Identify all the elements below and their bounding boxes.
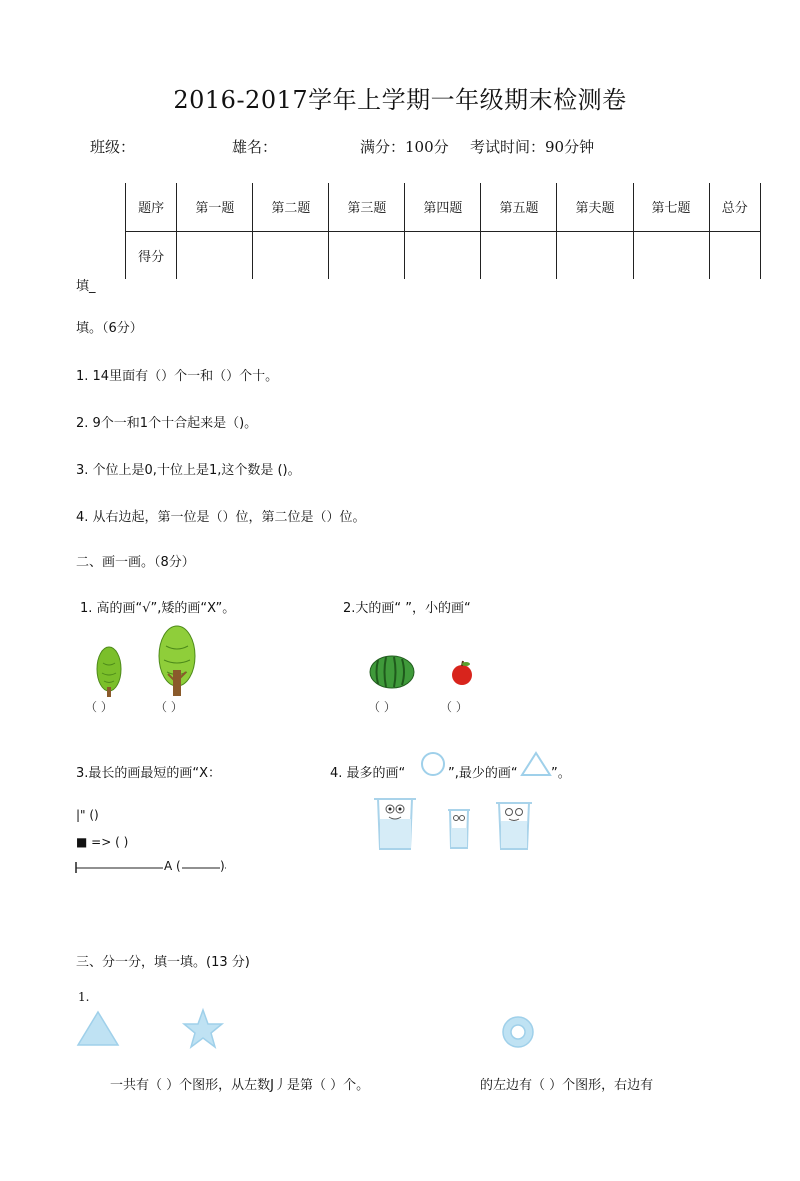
- score-cell[interactable]: [253, 231, 329, 279]
- section1-heading: 填。（6分）: [76, 321, 143, 336]
- tree-small-answer[interactable]: （ ）: [85, 700, 113, 714]
- header-cell: 第二题: [253, 183, 329, 231]
- question-1-3: 3. 个位上是0,十位上是1,这个数是 ()。: [76, 463, 301, 478]
- score-cell[interactable]: [405, 231, 481, 279]
- score-table-header-row: [126, 183, 761, 231]
- page-title: 2016-2017学年上学期一年级期末检测卷: [173, 86, 627, 114]
- question-1-2: 2. 9个一和1个十合起来是（)。: [76, 416, 258, 431]
- small-cup-icon: [447, 808, 471, 850]
- star-shape-icon: [182, 1008, 224, 1050]
- question-2-4-prefix: 4. 最多的画“: [330, 766, 406, 781]
- circle-icon: [418, 751, 448, 777]
- exam-time-label: 考试时间：90分钟: [470, 138, 595, 156]
- line-item-1: |" (): [76, 808, 99, 822]
- line-item-3-end: ): [220, 859, 225, 873]
- question-2-2: 2.大的画“ ”，小的画“: [343, 601, 471, 616]
- section3-sentence-2: 的左边有（ ）个图形，右边有: [480, 1078, 654, 1093]
- score-cell[interactable]: [481, 231, 557, 279]
- ring-shape-icon: [500, 1014, 536, 1050]
- line-item-3: A (: [164, 859, 181, 873]
- name-label: 雄名：: [232, 138, 278, 156]
- line-item-2: ■ => ( ): [76, 835, 129, 849]
- medium-cup-icon: [495, 799, 533, 851]
- apple-icon: [450, 660, 474, 686]
- class-label: 班级：: [90, 138, 136, 156]
- apple-answer[interactable]: （ ）: [440, 700, 468, 714]
- score-cell[interactable]: [329, 231, 405, 279]
- question-2-1: 1. 高的画“√”,矮的画“X”。: [80, 601, 236, 616]
- header-cell: 第四题: [405, 183, 481, 231]
- large-cup-icon: [372, 795, 418, 851]
- header-cell: 第五题: [481, 183, 557, 231]
- triangle-icon: [520, 751, 552, 777]
- watermelon-icon: [368, 654, 416, 690]
- score-cell[interactable]: [177, 231, 253, 279]
- question-1-4: 4. 从右边起，第一位是（）位，第二位是（）位。: [76, 510, 366, 525]
- header-cell: 第夫题: [557, 183, 633, 231]
- small-tree-icon: [94, 645, 126, 697]
- tall-tree-icon: [156, 626, 198, 696]
- section3-sentence-1: 一共有（ ）个图形，从左数J丿是第（ ）个。: [110, 1078, 370, 1093]
- question-2-3: 3.最长的画最短的画“X：: [76, 766, 222, 781]
- header-cell: 题序: [126, 183, 177, 231]
- triangle-shape-icon: [76, 1010, 120, 1048]
- watermelon-answer[interactable]: （ ）: [368, 700, 396, 714]
- section2-heading: 二、画一画。（8分）: [76, 555, 195, 570]
- question-1-1: 1. 14里面有（）个一和（）个十。: [76, 369, 279, 384]
- score-cell[interactable]: [709, 231, 760, 279]
- header-cell: 总分: [709, 183, 760, 231]
- score-cell[interactable]: [633, 231, 709, 279]
- full-score-label: 满分：100分: [360, 138, 449, 156]
- question-2-4-mid: ”,最少的画“: [448, 766, 518, 781]
- score-cell[interactable]: [557, 231, 633, 279]
- header-cell: 第三题: [329, 183, 405, 231]
- score-table-score-row: [126, 231, 761, 279]
- header-cell: 第七题: [633, 183, 709, 231]
- header-cell: 第一题: [177, 183, 253, 231]
- section3-item-number: 1.: [78, 990, 90, 1004]
- question-2-4-suffix: ”。: [551, 766, 571, 781]
- stray-text: 填_: [76, 279, 96, 294]
- score-row-label: 得分: [126, 231, 177, 279]
- long-line-icon: [76, 860, 231, 874]
- tree-tall-answer[interactable]: （ ）: [155, 700, 183, 714]
- section3-heading: 三、分一分，填一填。(13 分): [76, 955, 250, 970]
- score-table: [125, 183, 761, 279]
